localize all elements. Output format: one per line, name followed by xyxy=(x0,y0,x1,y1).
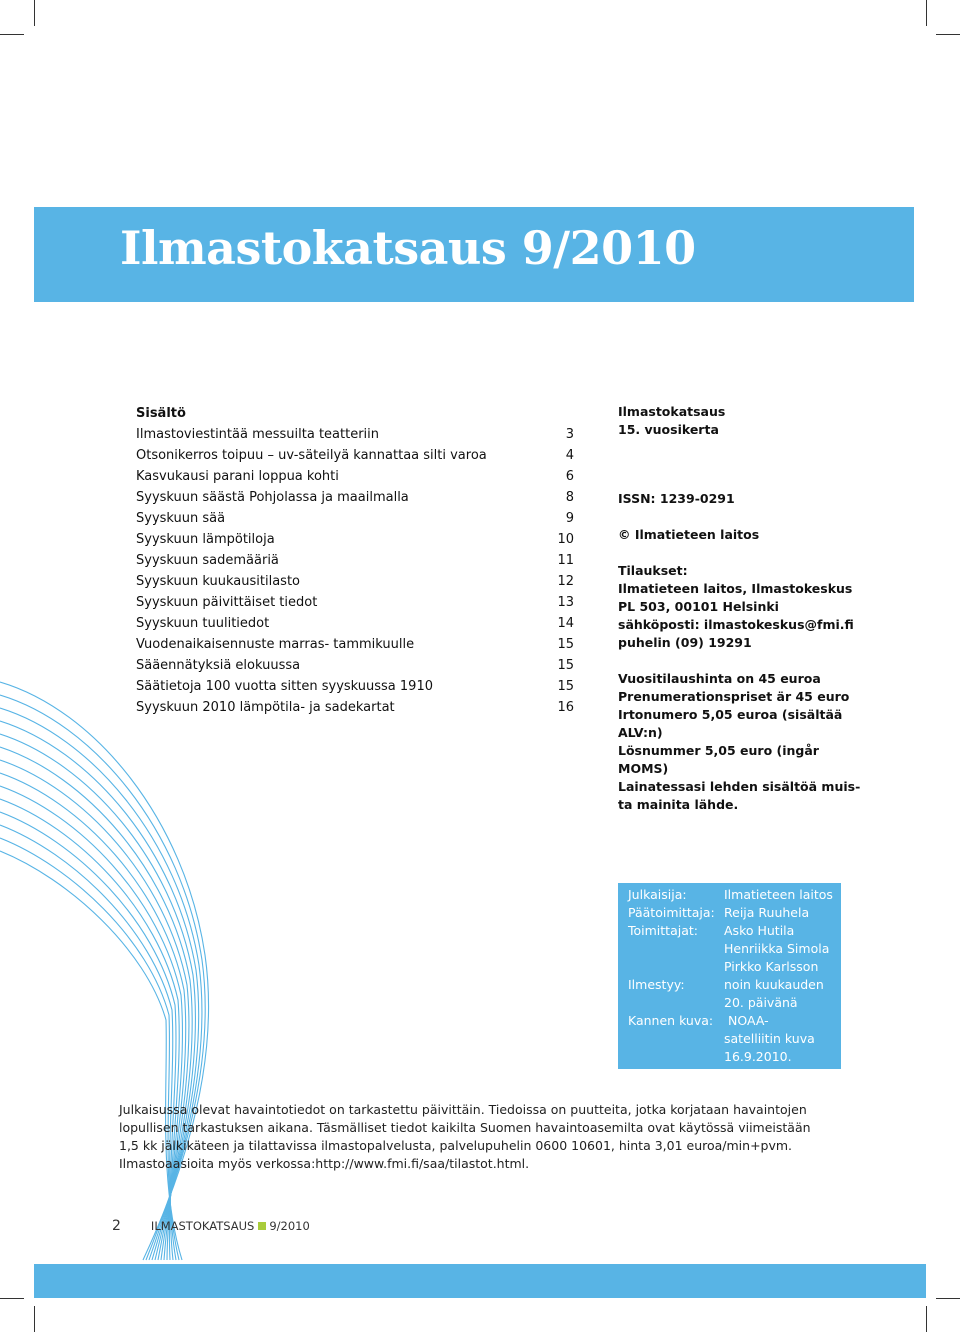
toc-item[interactable] xyxy=(136,655,576,676)
toc-item-label: Syyskuun tuulitiedot xyxy=(136,616,270,631)
price-issue-sv-cont: MOMS) xyxy=(618,761,669,776)
notice-line[interactable]: Ilmastoaasioita myös verkossa:http://www.fmi.fi/saa/tilastot.html. xyxy=(119,1156,530,1171)
price-year-sv: Prenumerationspriset är 45 euro xyxy=(618,689,850,704)
toc-item[interactable] xyxy=(136,445,576,466)
crop-mark xyxy=(0,34,24,35)
staff-box xyxy=(618,883,841,1069)
toc-item-label: Syyskuun lämpötiloja xyxy=(136,532,275,547)
price-year: Vuositilaushinta on 45 euroa xyxy=(618,671,821,686)
toc-item-page: 15 xyxy=(557,637,574,652)
toc-item-page: 14 xyxy=(557,616,574,631)
copyright: © Ilmatieteen laitos xyxy=(618,527,760,542)
cover-image-label: Kannen kuva: xyxy=(628,1013,714,1028)
green-square-icon xyxy=(258,1222,266,1230)
toc-item[interactable] xyxy=(136,676,576,697)
cover-image-value: NOAA- xyxy=(724,1013,769,1028)
toc-item-label: Syyskuun 2010 lämpötila- ja sadekartat xyxy=(136,700,395,715)
table-of-contents xyxy=(136,403,576,718)
toc-item-label: Kasvukausi parani loppua kohti xyxy=(136,469,339,484)
toc-item-label: Syyskuun sää xyxy=(136,511,226,526)
toc-item[interactable] xyxy=(136,571,576,592)
page-title: Ilmastokatsaus 9/2010 xyxy=(120,221,696,275)
toc-item-page: 3 xyxy=(565,427,574,442)
notice-line: 1,5 kk jälkikäteen ja tilattavissa ilmastopalvelusta, palvelupuhelin 0600 10601, hinta 3,01 euroa/min+pvm. xyxy=(119,1138,793,1153)
toc-item-label: Sääennätyksiä elokuussa xyxy=(136,658,301,673)
crop-mark xyxy=(936,1298,960,1299)
published-value: noin kuukauden xyxy=(724,977,824,992)
crop-mark xyxy=(926,1306,927,1332)
publication-info xyxy=(618,403,861,814)
editor-value: Henriikka Simola xyxy=(724,941,830,956)
toc-item-label: Syyskuun sademääriä xyxy=(136,553,279,568)
crop-mark xyxy=(0,1298,24,1299)
toc-item-label: Ilmastoviestintää messuilta teatteriin xyxy=(136,427,380,442)
toc-item-page: 8 xyxy=(565,490,574,505)
crop-mark xyxy=(34,1306,35,1332)
toc-item[interactable] xyxy=(136,592,576,613)
toc-item-label: Vuodenaikaisennuste marras- tammikuulle xyxy=(136,637,415,652)
notice-line: lopullisen tarkastuksen aikana. Täsmälliset tiedot kaikilta Suomen havaintoasemilta ovat käytössä viimeistään xyxy=(119,1120,811,1135)
toc-item-page: 11 xyxy=(557,553,574,568)
publisher-label: Julkaisija: xyxy=(628,887,687,902)
toc-item[interactable] xyxy=(136,487,576,508)
orders-org: Ilmatieteen laitos, Ilmastokeskus xyxy=(618,581,853,596)
toc-item[interactable] xyxy=(136,550,576,571)
price-issue: Irtonumero 5,05 euroa (sisältää xyxy=(618,707,843,722)
footer-issue: 9/2010 xyxy=(269,1219,310,1233)
toc-item-page: 6 xyxy=(565,469,574,484)
toc-heading: Sisältö xyxy=(136,406,186,421)
toc-item-page: 15 xyxy=(557,679,574,694)
editors-label: Toimittajat: xyxy=(628,923,698,938)
chief-editor-value: Reija Ruuhela xyxy=(724,905,810,920)
toc-item[interactable] xyxy=(136,424,576,445)
page-footer xyxy=(112,1216,310,1236)
toc-item[interactable] xyxy=(136,697,576,718)
toc-item-label: Syyskuun kuukausitilasto xyxy=(136,574,300,589)
chief-editor-label: Päätoimittaja: xyxy=(628,905,715,920)
toc-item[interactable] xyxy=(136,466,576,487)
price-issue-cont: ALV:n) xyxy=(618,725,663,740)
editor-value: Pirkko Karlsson xyxy=(724,959,819,974)
notice-line: Julkaisussa olevat havaintotiedot on tarkastettu päivittäin. Tiedoissa on puutteita, jotka korjataan havaintojen xyxy=(119,1102,807,1117)
toc-item-label: Säätietoja 100 vuotta sitten syyskuussa 1910 xyxy=(136,679,433,694)
toc-item-label: Otsonikerros toipuu – uv-säteilyä kannattaa silti varoa xyxy=(136,448,487,463)
title-banner xyxy=(34,207,914,302)
toc-item[interactable] xyxy=(136,613,576,634)
editor-value: Asko Hutila xyxy=(724,923,795,938)
publisher-value: Ilmatieteen laitos xyxy=(724,887,833,902)
published-value: 20. päivänä xyxy=(724,995,798,1010)
price-issue-sv: Lösnummer 5,05 euro (ingår xyxy=(618,743,819,758)
toc-item-page: 9 xyxy=(565,511,574,526)
orders-address: PL 503, 00101 Helsinki xyxy=(618,599,779,614)
toc-item-label: Syyskuun säästä Pohjolassa ja maailmalla xyxy=(136,490,409,505)
crop-mark xyxy=(34,0,35,26)
data-notice xyxy=(119,1101,849,1173)
orders-label: Tilaukset: xyxy=(618,563,688,578)
crop-mark xyxy=(936,34,960,35)
toc-item-page: 13 xyxy=(557,595,574,610)
toc-item[interactable] xyxy=(136,508,576,529)
citation-note-cont: ta mainita lähde. xyxy=(618,797,739,812)
issn: ISSN: 1239-0291 xyxy=(618,491,735,506)
toc-item[interactable] xyxy=(136,529,576,550)
publication-volume: 15. vuosikerta xyxy=(618,422,719,437)
crop-mark xyxy=(926,0,927,26)
published-label: Ilmestyy: xyxy=(628,977,685,992)
toc-item[interactable] xyxy=(136,634,576,655)
citation-note: Lainatessasi lehden sisältöä muis- xyxy=(618,779,861,794)
toc-item-label: Syyskuun päivittäiset tiedot xyxy=(136,595,318,610)
orders-email[interactable]: sähköposti: ilmastokeskus@fmi.fi xyxy=(618,617,854,632)
bottom-color-bar xyxy=(34,1264,926,1298)
toc-item-page: 15 xyxy=(557,658,574,673)
cover-image-value: satelliitin kuva xyxy=(724,1031,815,1046)
cover-image-value: 16.9.2010. xyxy=(724,1049,792,1064)
toc-item-page: 4 xyxy=(565,448,574,463)
toc-item-page: 12 xyxy=(557,574,574,589)
page-number: 2 xyxy=(112,1218,121,1234)
toc-item-page: 10 xyxy=(557,532,574,547)
footer-magazine-name: ILMASTOKATSAUS xyxy=(150,1219,255,1233)
toc-item-page: 16 xyxy=(557,700,574,715)
orders-phone: puhelin (09) 19291 xyxy=(618,635,752,650)
publication-name: Ilmastokatsaus xyxy=(618,404,726,419)
